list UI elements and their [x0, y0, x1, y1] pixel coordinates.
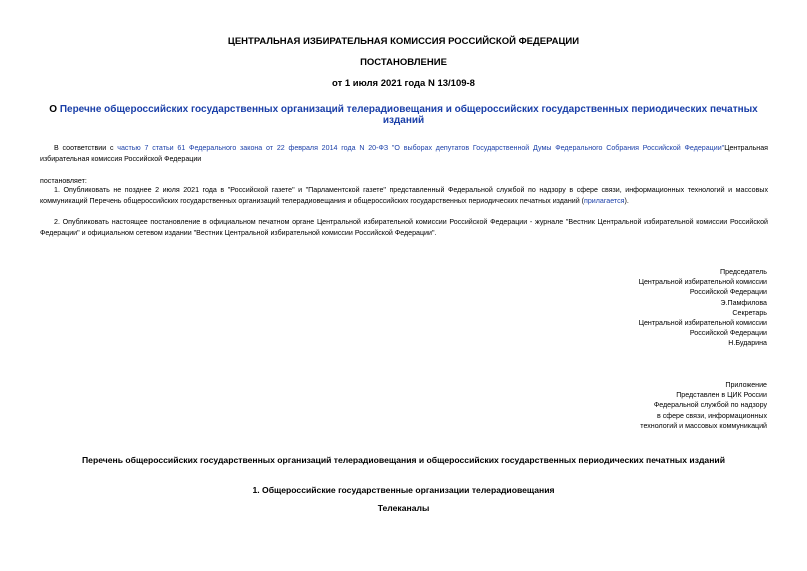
signature-line: Центральной избирательной комиссии: [638, 319, 767, 328]
signature-line: Н.Бударина: [728, 339, 767, 348]
paragraph-resolves: постановляет:: [40, 177, 87, 185]
issuing-organization: ЦЕНТРАЛЬНАЯ ИЗБИРАТЕЛЬНАЯ КОМИССИЯ РОССИЙСКОЙ ФЕДЕРАЦИИ: [227, 36, 580, 47]
appendix-line: Федеральной службой по надзору: [653, 401, 767, 410]
signature-line: Российской Федерации: [689, 329, 767, 338]
subject-link[interactable]: Перечне общероссийских государственных организаций телерадиовещания и общероссийских государственных периодических печатных изданий: [59, 104, 758, 126]
document-date-number: от 1 июля 2021 года N 13/109-8: [332, 78, 475, 89]
section-heading: 1. Общероссийские государственные организации телерадиовещания: [252, 485, 555, 495]
preamble-text-start: В соответствии с: [54, 144, 118, 152]
paragraph-item-1: [40, 185, 768, 207]
appendix-note: [640, 380, 767, 431]
subsection-heading: Телеканалы: [377, 503, 430, 513]
signature-line: Секретарь: [732, 308, 767, 317]
signature-line: Центральной избирательной комиссии: [638, 278, 767, 287]
signature-line: Э.Памфилова: [720, 298, 767, 307]
signature-line: Российской Федерации: [689, 288, 767, 297]
document-subject: [40, 104, 767, 126]
appendix-line: в сфере связи, информационных: [656, 411, 767, 420]
paragraph-item-2: 2. Опубликовать настоящее постановление в официальном печатном органе Центральной избирательной комиссии Российской Федерации - журнале "Вестник Центральной избирательной комиссии Российской Федерации" и официальном сетевом издании "Вестник Центральной избирательной комиссии Российской Федерации".: [40, 218, 768, 237]
appendix-line: технологий и массовых коммуникаций: [640, 421, 767, 430]
paragraph-preamble: [40, 143, 768, 165]
item-1-text-end: ).: [624, 197, 629, 205]
preamble-text-end: Центральная избирательная комиссия Российской Федерации: [40, 144, 768, 163]
signature-block: [639, 267, 767, 349]
list-title: Перечень общероссийских государственных организаций телерадиовещания и общероссийских государственных периодических печатных изданий: [82, 455, 725, 465]
appendix-line: Приложение: [725, 381, 767, 389]
law-reference-link[interactable]: частью 7 статьи 61 Федерального закона от 22 февраля 2014 года N 20-ФЗ "О выборах депутатов Государственной Думы Федерального Собрания Российской Федерации": [117, 144, 725, 152]
appendix-line: Представлен в ЦИК России: [676, 391, 767, 400]
signature-line: Председатель: [720, 268, 767, 276]
attachment-link[interactable]: прилагается: [584, 197, 625, 205]
document-type: ПОСТАНОВЛЕНИЕ: [360, 57, 447, 68]
item-1-text: 1. Опубликовать не позднее 2 июля 2021 года в "Российской газете" и "Парламентской газете" представленный Федеральной службой по надзору в сфере связи, информационных технологий и массовых коммуникаций Перечень общероссийских государственных организаций телерадиовещания и общероссийских государственных периодических печатных изданий (: [40, 186, 768, 205]
subject-prefix: О: [49, 104, 60, 115]
